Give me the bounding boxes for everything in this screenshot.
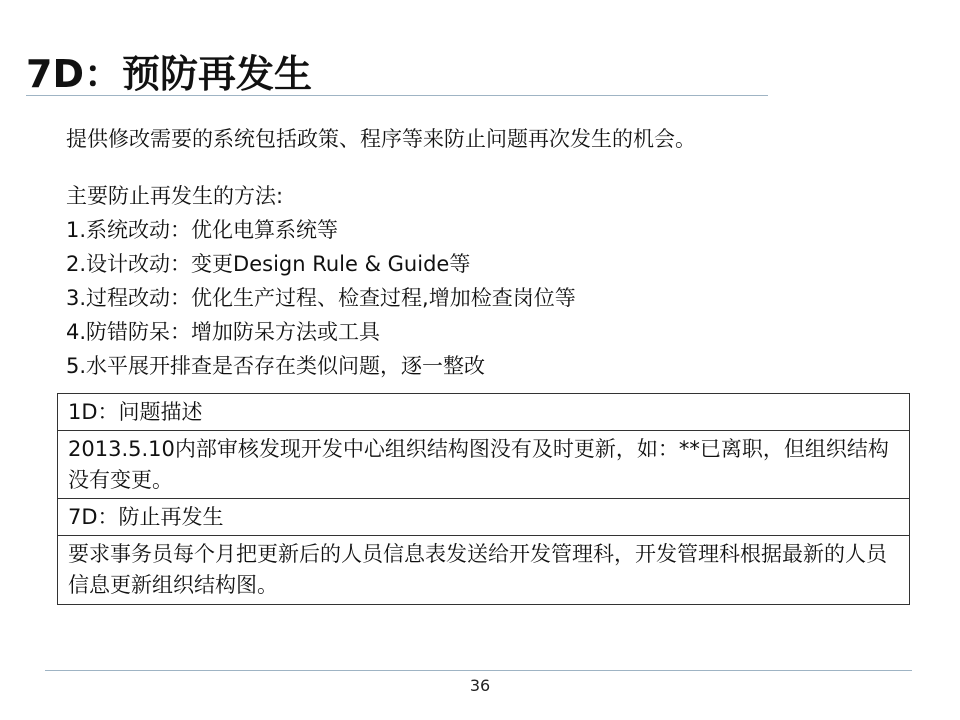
intro-text: 提供修改需要的系统包括政策、程序等来防止问题再次发生的机会。	[66, 127, 696, 151]
d7-header: 7D：防止再发生	[58, 499, 909, 536]
d1-description: 2013.5.10内部审核发现开发中心组织结构图没有及时更新，如：**已离职，但组织结构没有变更。	[58, 431, 909, 499]
page-title: 7D：预防再发生	[26, 52, 312, 96]
method-item: 5.水平展开排查是否存在类似问题，逐一整改	[66, 354, 486, 378]
methods-list	[66, 179, 576, 383]
method-item: 4.防错防呆：增加防呆方法或工具	[66, 320, 381, 344]
methods-heading: 主要防止再发生的方法:	[66, 184, 284, 208]
method-item: 2.设计改动：变更Design Rule & Guide等	[66, 252, 471, 276]
footer-divider	[45, 670, 912, 671]
page-number: 36	[469, 676, 491, 695]
method-item: 1.系统改动：优化电算系统等	[66, 218, 339, 242]
method-item: 3.过程改动：优化生产过程、检查过程,增加检查岗位等	[66, 286, 576, 310]
title-divider	[26, 95, 768, 96]
d7-description: 要求事务员每个月把更新后的人员信息表发送给开发管理科，开发管理科根据最新的人员信息更新组织结构图。	[68, 542, 887, 597]
d1-header: 1D：问题描述	[58, 394, 909, 431]
case-table	[57, 393, 910, 605]
